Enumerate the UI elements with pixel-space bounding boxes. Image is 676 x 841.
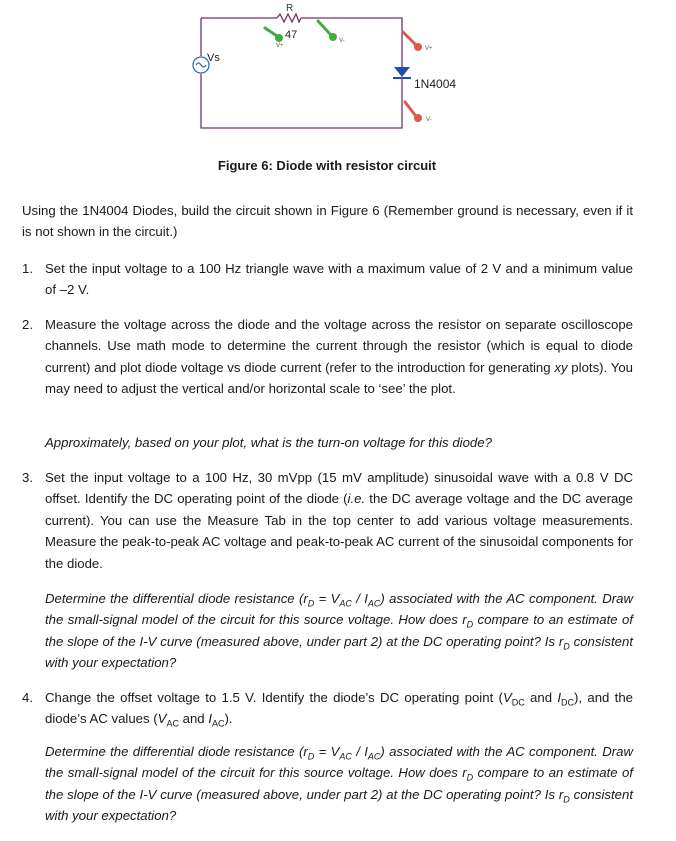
question-3: Determine the differential diode resistance $(r_D = V_{AC} / I_{AC})$ associated with the AC component. Draw the small-signal model of the circuit for this source voltage. How does $r_D$ compare to an estimate of the slope of the I-V curve (measured above, under part 2) at the DC operating point? Is $r_D$ consistent with your expectation? (45, 591, 634, 671)
probe-resistor-minus (318, 21, 345, 44)
list-text: Change the offset voltage to 1.5 V. Identify the diode’s DC operating point ($V_{DC}$ and $I_{DC}$), and the diode’s AC values ($V_{AC}$ and $I_{AC}$). (45, 690, 633, 730)
probe-label: V- (339, 38, 345, 44)
list-number: 2. (22, 317, 33, 332)
resistor-symbol (277, 14, 301, 22)
probe-label: V+ (276, 43, 284, 49)
circuit-wires (201, 18, 402, 128)
resistor-value: 47 (285, 29, 298, 41)
probe-diode-plus (403, 32, 433, 52)
figure-caption: Figure 6: Diode with resistor circuit (217, 158, 437, 173)
list-number: 3. (22, 470, 33, 485)
list-number: 1. (22, 261, 33, 276)
diode-label: 1N4004 (414, 77, 457, 91)
resistor-name: R (286, 3, 294, 14)
list-text: Set the input voltage to a 100 Hz triangle wave with a maximum value of 2 V and a minimum value of –2 V. (45, 261, 633, 298)
voltage-source (193, 52, 220, 73)
probe-resistor-plus (265, 28, 284, 49)
question-2: Approximately, based on your plot, what is the turn-on voltage for this diode? (45, 435, 492, 450)
list-text: Set the input voltage to a 100 Hz, 30 mVpp (15 mV amplitude) sinusoidal wave with a 0.8 V DC offset. Identify the DC operating point of the diode (i.e. the DC average voltage and the DC average current). You can use the Measure Tab in the top center to add various voltage measurements. Measure the peak-to-peak AC voltage and peak-to-peak AC current of the sinusoidal components for the diode. (45, 470, 633, 571)
probe-label: V- (426, 117, 432, 123)
question-4: Determine the differential diode resistance $(r_D = V_{AC} / I_{AC})$ associated with the AC component. Draw the small-signal model of the circuit for this source voltage. How does $r_D$ compare to an estimate of the slope of the I-V curve (measured above, under part 2) at the DC operating point? Is $r_D$ consistent with your expectation? (45, 744, 634, 824)
probe-diode-minus (405, 102, 432, 123)
list-text: Measure the voltage across the diode and the voltage across the resistor on separate oscilloscope channels. Use math mode to determine the current through the resistor (which is equal to diode current) and plot diode voltage vs diode current (refer to the introduction for generating xy plots). You may need to adjust the vertical and/or horizontal scale to ‘see’ the plot. (45, 317, 633, 397)
probe-label: V+ (425, 46, 433, 52)
circuit-diagram (0, 0, 676, 150)
list-number: 4. (22, 690, 33, 705)
intro-paragraph: Using the 1N4004 Diodes, build the circuit shown in Figure 6 (Remember ground is necessary, even if it is not shown in the circuit.) (22, 203, 633, 240)
source-label: Vs (207, 52, 220, 64)
